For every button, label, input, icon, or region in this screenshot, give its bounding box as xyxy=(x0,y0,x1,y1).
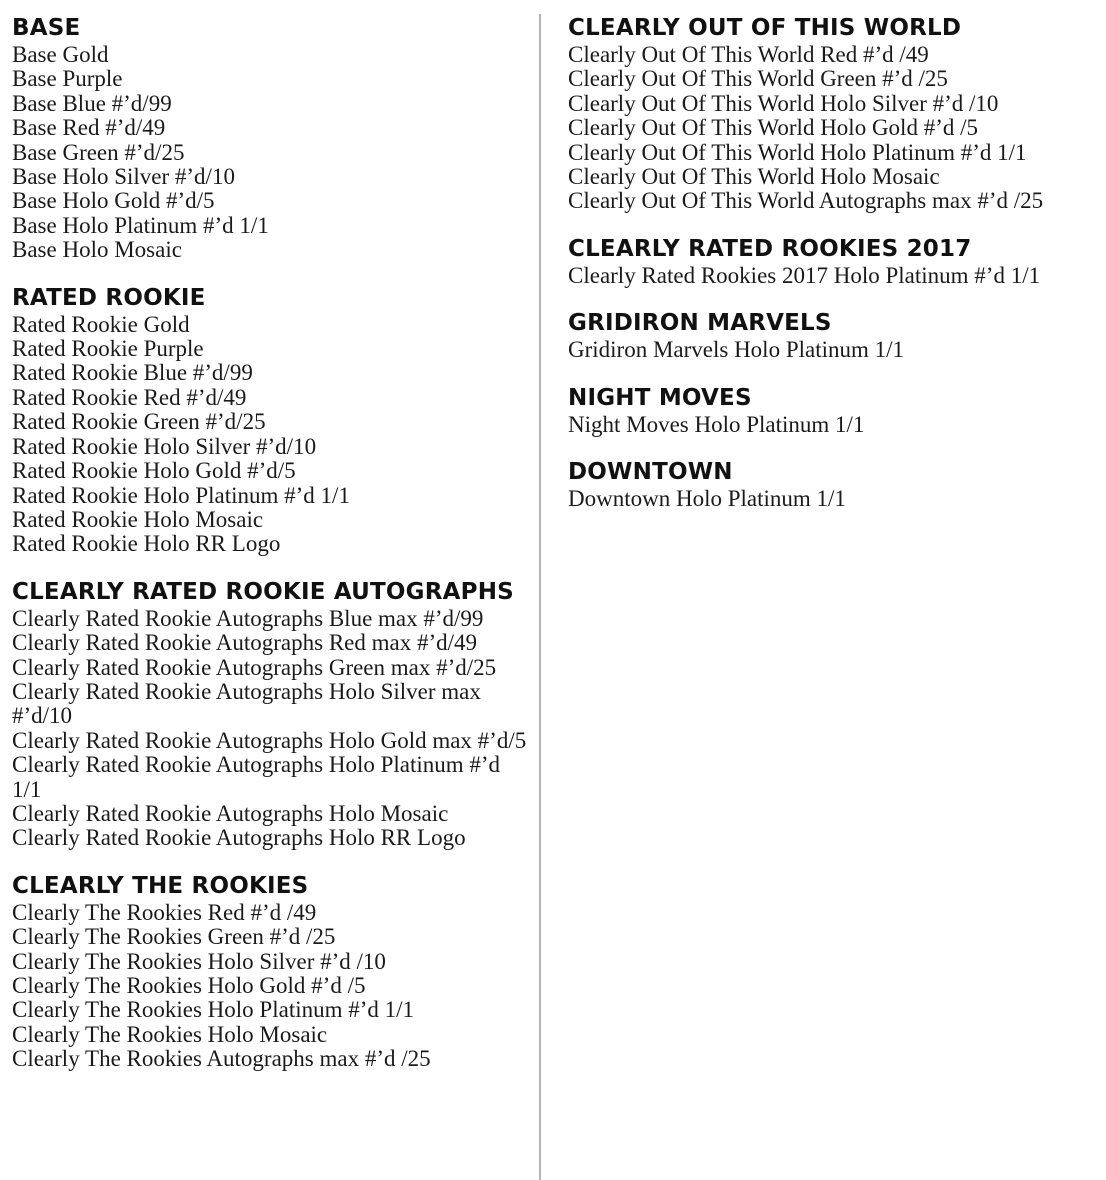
checklist-item: Base Holo Gold #’d/5 xyxy=(12,188,215,214)
checklist-item: Clearly Rated Rookie Autographs Holo Mosaic xyxy=(12,800,449,826)
checklist-item: Night Moves Holo Platinum 1/1 xyxy=(568,411,865,437)
checklist-item: Downtown Holo Platinum 1/1 xyxy=(568,486,846,512)
checklist-item: Clearly Rated Rookies 2017 Holo Platinum #’d 1/1 xyxy=(568,262,1041,288)
checklist-item: Base Green #’d/25 xyxy=(12,139,185,165)
section-heading: BASE xyxy=(12,15,81,41)
section-heading: CLEARLY OUT OF THIS WORLD xyxy=(568,15,962,41)
checklist-item: Base Purple xyxy=(12,66,123,92)
section-item-list xyxy=(568,264,1106,288)
checklist-item: Clearly The Rookies Holo Mosaic xyxy=(12,1021,328,1047)
checklist-item: Clearly Out Of This World Red #’d /49 xyxy=(568,42,929,67)
checklist-item: Base Gold xyxy=(12,42,109,67)
section-clearly-rated-rookie-autographs xyxy=(12,578,527,851)
checklist-item: Rated Rookie Holo RR Logo xyxy=(12,531,281,557)
checklist-item: Clearly Rated Rookie Autographs Holo RR Logo xyxy=(12,825,466,851)
checklist-item: Base Red #’d/49 xyxy=(12,115,166,141)
checklist-item: Clearly Out Of This World Autographs max #’d /25 xyxy=(568,188,1044,214)
checklist-item: Base Holo Silver #’d/10 xyxy=(12,164,235,190)
section-heading: CLEARLY RATED ROOKIE AUTOGRAPHS xyxy=(12,578,514,605)
checklist-item: Clearly Rated Rookie Autographs Holo Gold max #’d/5 xyxy=(12,727,527,753)
right-column xyxy=(568,14,1106,532)
checklist-item: Rated Rookie Green #’d/25 xyxy=(12,409,266,435)
checklist-item: Clearly The Rookies Red #’d /49 xyxy=(12,899,317,925)
section-heading: CLEARLY RATED ROOKIES 2017 xyxy=(568,235,972,262)
section-heading: DOWNTOWN xyxy=(568,459,733,486)
section-item-list xyxy=(12,43,527,263)
section-clearly-the-rookies xyxy=(12,872,527,1072)
section-heading: RATED ROOKIE xyxy=(12,284,206,311)
section-downtown xyxy=(568,458,1106,511)
checklist-item: Clearly The Rookies Holo Gold #’d /5 xyxy=(12,973,366,998)
checklist-item: Clearly Out Of This World Holo Platinum #’d 1/1 xyxy=(568,139,1027,165)
section-item-list xyxy=(12,313,527,557)
section-night-moves xyxy=(568,384,1106,437)
checklist-item: Rated Rookie Holo Silver #’d/10 xyxy=(12,433,317,459)
checklist-item: Clearly Out Of This World Green #’d /25 xyxy=(568,66,948,92)
checklist-item: Clearly Rated Rookie Autographs Holo Platinum #’d 1/1 xyxy=(12,752,501,802)
section-item-list xyxy=(12,607,527,851)
checklist-item: Clearly Out Of This World Holo Silver #’d /10 xyxy=(568,90,999,116)
section-item-list xyxy=(568,43,1106,214)
checklist-item: Rated Rookie Holo Mosaic xyxy=(12,506,264,532)
checklist-item: Clearly The Rookies Autographs max #’d /25 xyxy=(12,1046,431,1072)
checklist-item: Rated Rookie Red #’d/49 xyxy=(12,384,247,410)
left-column xyxy=(12,14,527,1093)
section-item-list xyxy=(12,901,527,1072)
section-clearly-out-of-this-world xyxy=(568,14,1106,214)
checklist-item: Rated Rookie Gold xyxy=(12,311,190,337)
section-item-list xyxy=(568,338,1106,362)
checklist-item: Base Holo Mosaic xyxy=(12,237,182,263)
checklist-item: Clearly Rated Rookie Autographs Blue max #’d/99 xyxy=(12,605,484,631)
checklist-item: Clearly The Rookies Holo Silver #’d /10 xyxy=(12,948,386,974)
checklist-item: Clearly Rated Rookie Autographs Green max #’d/25 xyxy=(12,654,497,680)
checklist-item: Rated Rookie Purple xyxy=(12,336,204,362)
section-rated-rookie xyxy=(12,284,527,557)
section-item-list xyxy=(568,487,1106,511)
checklist-item: Base Holo Platinum #’d 1/1 xyxy=(12,212,269,238)
section-base xyxy=(12,14,527,263)
section-heading: NIGHT MOVES xyxy=(568,384,752,411)
checklist-item: Clearly Rated Rookie Autographs Holo Silver max #’d/10 xyxy=(12,678,481,729)
section-item-list xyxy=(568,413,1106,437)
checklist-item: Rated Rookie Holo Gold #’d/5 xyxy=(12,458,296,484)
checklist-item: Clearly Rated Rookie Autographs Red max #’d/49 xyxy=(12,630,478,656)
checklist-item: Rated Rookie Blue #’d/99 xyxy=(12,360,253,386)
section-clearly-rated-rookies-2017 xyxy=(568,235,1106,288)
checklist-item: Clearly The Rookies Holo Platinum #’d 1/1 xyxy=(12,997,415,1023)
checklist-item: Base Blue #’d/99 xyxy=(12,90,172,116)
checklist-item: Clearly The Rookies Green #’d /25 xyxy=(12,924,336,950)
checklist-item: Rated Rookie Holo Platinum #’d 1/1 xyxy=(12,482,350,508)
section-heading: CLEARLY THE ROOKIES xyxy=(12,872,309,899)
section-heading: GRIDIRON MARVELS xyxy=(568,310,832,337)
checklist-item: Clearly Out Of This World Holo Mosaic xyxy=(568,164,940,190)
column-divider xyxy=(539,14,541,1180)
section-gridiron-marvels xyxy=(568,309,1106,362)
checklist-item: Clearly Out Of This World Holo Gold #’d /5 xyxy=(568,115,978,141)
checklist-item: Gridiron Marvels Holo Platinum 1/1 xyxy=(568,337,905,363)
